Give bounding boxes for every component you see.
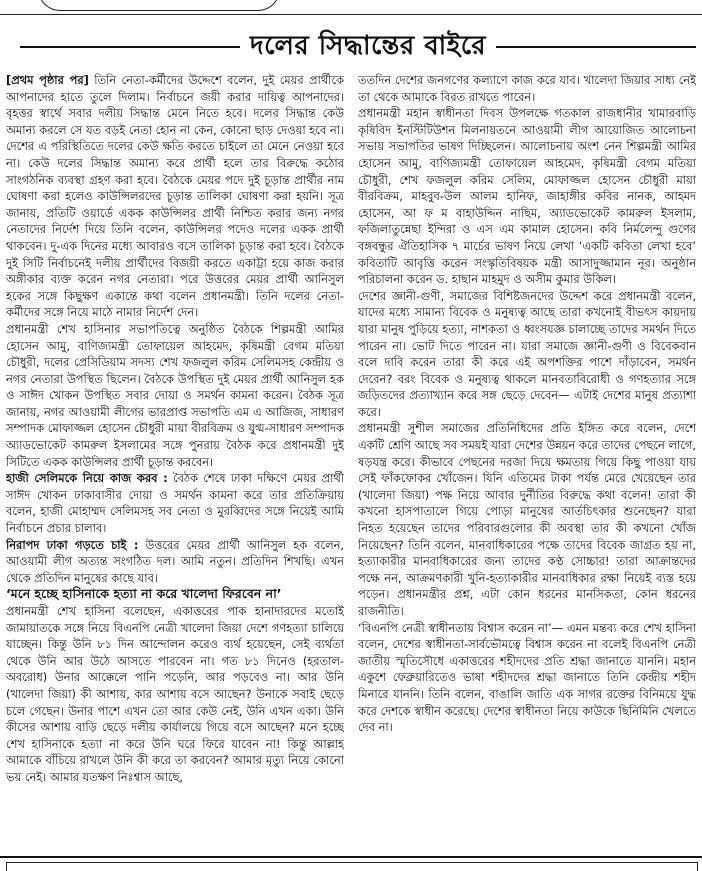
- paragraph-text: প্রধানমন্ত্রী শেখ হাসিনা বলেছেন, একাত্তরের পাক হানাদারদের মতোই জামায়াতকে সঙ্গে নিয়ে বিএনপি নেত্রী খালেদা জিয়া দেশে গণহত্যা চালিয়ে যাচ্ছেন। কিন্তু উনি ৮১ দিন আন্দোলন করেও ব্যর্থ হয়েছেন, সেই ব্যর্থতা থেকে উনি আর উঠে আসতে পারবেন না। গত ৮১ দিনেও (হরতাল-অবরোধ) উনার আক্কেলে পানি পড়েনি, আর পড়বেও না। আর উনি (খালেদা জিয়া) কী আশায়, কার আশায় বসে আছেন? উনাকে সবাই ছেড়ে চলে গেছেন। উনার পাশে এখন তো আর কেউ নেই, উনি এখন একা। উনি কীসের আশায় বাড়ি ছেড়ে দলীয় কার্যালয়ে গিয়ে বসে আছেন? মনে হচ্ছে শেখ হাসিনাকে হত্যা না করে উনি ঘরে ফিরে যাবেন না! কিন্তু আল্লাহ আমাকে বাঁচিয়ে রাখলে উনি কী করে তা করবেন? আমার মৃত্যু নিয়ে কোনো ভয় নেই। আমার যতক্ষণ নিঃশ্বাস আছে,: [6, 604, 344, 784]
- paragraph-text: তিনি নেতা-কর্মীদের উদ্দেশে বলেন, দুই মেয়র প্রার্থীকে আপনাদের হাতে তুলে দিলাম। নির্বাচনে জয়ী করার দায়িত্ব আপনাদের। বৃহত্তর স্বার্থে সবার দলীয় সিদ্ধান্ত মেনে নিতে হবে। দলের সিদ্ধান্ত কেউ অমান্য করলে সে যত বড়ই নেতা হোন না কেন, কোনো ছাড় দেওয়া হবে না। দেশের এ পরিস্থিতিতে দলের কেউ ক্ষতি করতে চাইলে তা মেনে নেওয়া হবে না। কেউ দলের সিদ্ধান্ত অমান্য করে প্রার্থী হলে তার বিরুদ্ধে কঠোর সাংগঠনিক ব্যবস্থা গ্রহণ করা হবে। বৈঠকে মেয়র পদে দুই চূড়ান্ত প্রার্থীর নাম ঘোষণা করা হলেও কাউন্সিলরদের চূড়ান্ত তালিকা ঘোষণা করা হয়নি। সূত্র জানায়, প্রতিটি ওয়ার্ডে একক কাউন্সিলর প্রার্থী নিশ্চিত করার জন্য নগর নেতাদের নির্দেশ দিয়ে তিনি বলেন, কাউন্সিলর পদেও দলের একক প্রার্থী থাকবেন। দু-এক দিনের মধ্যে আবারও বসে তালিকা চূড়ান্ত করা হবে। বৈঠকে দুই সিটি নির্বাচনেই দলীয় প্রার্থীদের বিজয়ী করতে একাট্টা হয়ে কাজ করার অঙ্গীকার ব্যক্ত করেন নগর নেতারা। পরে উত্তরের মেয়র প্রার্থী আনিসুল হকের সঙ্গে কিছুক্ষণ একান্তে কথা বলেন প্রধানমন্ত্রী। তিনি দলের নেতা-কর্মীদের সঙ্গে নিয়ে মাঠে নামার নির্দেশ দেন।: [6, 73, 344, 320]
- sub-headline-text: ‘মনে হচ্ছে হাসিনাকে হত্যা না করে খালেদা ফিরবেন না’: [6, 586, 282, 602]
- paragraph: [358, 620, 696, 736]
- paragraph-text: উত্তরের মেয়র প্রার্থী আনিসুল হক বলেন, আওয়ামী লীগ অত্যন্ত সংগঠিত দল। আমি নতুন। প্রতিদিন শিখছি। এখন থেকে প্রতিদিন মানুষের কাছে যাব।: [6, 537, 344, 585]
- top-frame: [0, 0, 702, 15]
- headline-rule-right: [496, 46, 696, 48]
- sub-headline: [6, 586, 344, 603]
- bottom-rule: [0, 856, 702, 858]
- paragraph-text: প্রধানমন্ত্রী মহান স্বাধীনতা দিবস উপলক্ষে গতকাল রাজধানীর খামারবাড়ি কৃষিবিদ ইনস্টিটিউশন মিলনায়তনে আওয়ামী লীগ আয়োজিত আলোচনা সভায় সভাপতির ভাষণ দিচ্ছিলেন। আলোচনায় অংশ নেন শিল্পমন্ত্রী আমির হোসেন আমু, বাণিজ্যমন্ত্রী তোফায়েল আহমেদ, কৃষিমন্ত্রী বেগম মতিয়া চৌধুরী, শেখ ফজলুল করিম সেলিম, মোফাজ্জল হোসেন চৌধুরী মায়া বীরবিক্রম, মাহবুব-উল আলম হানিফ, জাহাঙ্গীর কবির নানক, আহমদ হোসেন, আ ফ ম বাহাউদ্দিন নাছিম, অ্যাডভোকেট কামরুল ইসলাম, ফজিলাতুন্নেছা ইন্দিরা ও এস এম কামাল হোসেন। কবি নির্মলেন্দু গুণের বঙ্গবন্ধুর ঐতিহাসিক ৭ মার্চের ভাষণ নিয়ে লেখা ‘একটি কবিতা লেখা হবে’ কবিতাটি আবৃত্তি করেন সংস্কৃতিবিষয়ক মন্ত্রী আসাদুজ্জামান নূর। অনুষ্ঠান পরিচালনা করেন ড. হাছান মাহমুদ ও অসীম কুমার উকিল।: [358, 106, 696, 287]
- top-frame-tab: [38, 0, 280, 11]
- headline-rule-left: [20, 46, 240, 48]
- paragraph-lead: [প্রথম পৃষ্ঠার পর]: [6, 73, 89, 87]
- paragraph: [358, 72, 696, 105]
- paragraph-text: দেশের জ্ঞানী-গুণী, সমাজের বিশিষ্টজনদের উদ্দেশ করে প্রধানমন্ত্রী বলেন, যাদের মধ্যে সামান্য বিবেক ও মনুষ্যত্ব আছে তারা কখনোই বীভৎস কায়দায় যারা মানুষ পুড়িয়ে হত্যা, নাশকতা ও ধ্বংসযজ্ঞ চালাচ্ছে তাদের সমর্থন দিতে পারেন না। ভোট দিতে পারেন না। যারা সমাজে জ্ঞানী-গুণী ও বিবেকবান বলে দাবি করেন তারা কী করে এই অপশক্তির পাশে দাঁড়াবেন, সমর্থন দেবেন? বরং বিবেক ও মনুষ্যত্ব থাকলে মানবতাবিরোধী ও গণহত্যার সঙ্গে জড়িতদের প্রত্যাখ্যান করে সঙ্গ ছেড়ে দেবেন— এটাই দেশের মানুষ প্রত্যাশা করে।: [358, 288, 696, 419]
- paragraph: [358, 105, 696, 288]
- right-column: [358, 72, 696, 852]
- paragraph: [6, 321, 344, 470]
- paragraph-text: ততদিন দেশের জনগণের কল্যাণে কাজ করে যাব। খালেদা জিয়ার সাধ্য নেই তা থেকে আমাকে বিরত রাখতে পারেন।: [358, 73, 696, 104]
- paragraph-text: ‘বিএনপি নেত্রী স্বাধীনতায় বিশ্বাস করেন না’— এমন মন্তব্য করে শেখ হাসিনা বলেন, দেশের স্বাধীনতা-সার্বভৌমত্বে বিশ্বাস করেন না বলেই বিএনপি নেত্রী জাতীয় স্মৃতিসৌধে একাত্তরের শহীদদের প্রতি শ্রদ্ধা জানাতে যাননি। মহান একুশে ফেব্রুয়ারিতেও ভাষা শহীদদের শ্রদ্ধা জানাতে তিনি কেন্দ্রীয় শহীদ মিনারে যাননি। তিনি বলেন, বাঙালি জাতি এক সাগর রক্তের বিনিময়ে যুদ্ধ করে দেশকে স্বাধীন করেছে। দেশের স্বাধীনতা নিয়ে কাউকে ছিনিমিনি খেলতে দেব না।: [358, 620, 696, 735]
- left-column: [6, 72, 344, 852]
- paragraph-text: প্রধানমন্ত্রী সুশীল সমাজের প্রতিনিধিদের প্রতি ইঙ্গিত করে বলেন, দেশে একটি শ্রেণি আছে সব সময়ই যারা দেশের উন্নয়ন করে তাদের পেছনে লাগে, ষড়যন্ত্র করে। কীভাবে পেছনের দরজা দিয়ে ক্ষমতায় গিয়ে কিছু পাওয়া যায় সেই ফাঁকফোকর খোঁজেন। যিনি এতিমের টাকা পর্যন্ত মেরে খেয়েছেন তার (খালেদা জিয়া) পক্ষ নিয়ে আবার দুর্নীতির বিরুদ্ধে কথা বলেন! তারা কী কখনো হাসপাতালে গিয়ে পোড়া মানুষের আর্তচিৎকার শুনেছেন? যারা নিহত হয়েছেন তাদের পরিবারগুলোর কী অবস্থা তার কী কখনো খোঁজ নিয়েছেন? তিনি বলেন, মানবাধিকারের পক্ষে তাদের বিবেক জাগ্রত হয় না, হত্যাকারীর মানবাধিকারের জন্য তাদের কণ্ঠ সোচ্চার! তারা আক্রান্তদের পক্ষে নন, আক্রমণকারী খুনি-হত্যাকারীর মানবাধিকার রক্ষা নিয়েই ব্যস্ত হয়ে পড়েন। প্রধানমন্ত্রীর প্রশ্ন, এটা কোন ধরনের মানসিকতা, কোন ধরনের রাজনীতি।: [358, 421, 696, 618]
- paragraph-text: বৈঠক শেষে ঢাকা দক্ষিণে মেয়র প্রার্থী সাঈদ খোকন ঢাকাবাসীর দোয়া ও সমর্থন কামনা করে তার প্রতিক্রিয়ায় বলেন, হাজী মোহাম্মদ সেলিমসহ সব নেতা ও মুরব্বিদের সঙ্গে নিয়েই আমি নির্বাচনে প্রচার চালাব।: [6, 471, 344, 536]
- paragraph: [6, 72, 344, 321]
- paragraph: [358, 288, 696, 421]
- paragraph-text: প্রধানমন্ত্রী শেখ হাসিনার সভাপতিত্বে অনুষ্ঠিত বৈঠকে শিল্পমন্ত্রী আমির হোসেন আমু, বাণিজ্যমন্ত্রী তোফায়েল আহমেদ, কৃষিমন্ত্রী বেগম মতিয়া চৌধুরী, দলের প্রেসিডিয়াম সদস্য শেখ ফজলুল করিম সেলিমসহ কেন্দ্রীয় ও নগর নেতারা উপস্থিত ছিলেন। বৈঠকে উপস্থিত দুই মেয়র প্রার্থী আনিসুল হক ও সাঈদ খোকন উপস্থিত সবার দোয়া ও সমর্থন কামনা করেন। বৈঠক সূত্র জানায়, নগর আওয়ামী লীগের ভারপ্রাপ্ত সভাপতি এম এ আজিজ, সাধারণ সম্পাদক মোফাজ্জল হোসেন চৌধুরী মায়া বীরবিক্রম ও যুগ্ম-সাধারণ সম্পাদক অ্যাডভোকেট কামরুল ইসলামের সঙ্গে পুনরায় বৈঠক করে প্রধানমন্ত্রী দুই সিটিতে একক কাউন্সিলর প্রার্থী চূড়ান্ত করবেন।: [6, 321, 344, 469]
- article-body: [6, 72, 696, 852]
- paragraph: [6, 603, 344, 786]
- paragraph-lead: নিরাপদ ঢাকা গড়তে চাই :: [6, 537, 139, 552]
- paragraph-lead: হাজী সেলিমকে নিয়ে কাজ করব :: [6, 471, 168, 486]
- paragraph: [6, 537, 344, 587]
- article-headline: দলের সিদ্ধান্তের বাইরে: [249, 31, 486, 61]
- paragraph: [358, 420, 696, 619]
- paragraph: [6, 470, 344, 536]
- headline-row: [0, 28, 702, 66]
